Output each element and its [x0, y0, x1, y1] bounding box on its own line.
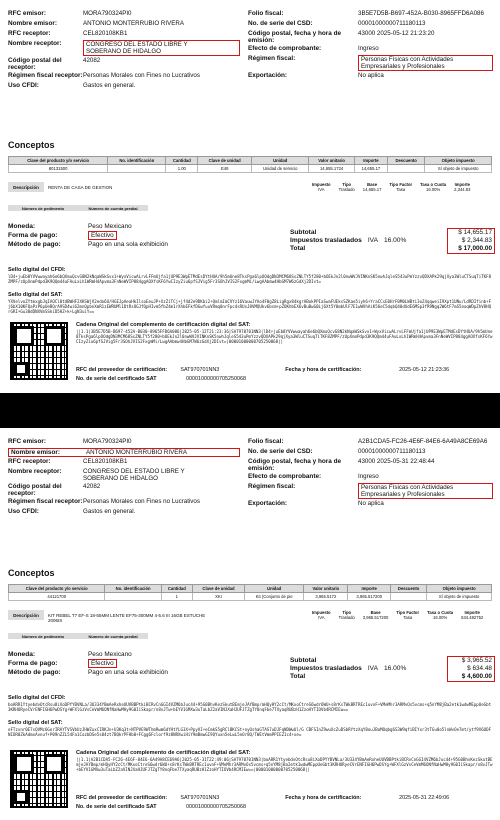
row-rfc-emisor [8, 10, 240, 19]
iva-rate: 16.00% [383, 664, 407, 672]
cadena-original-block [76, 750, 494, 810]
nombre-receptor-label: Nombre receptor: [8, 468, 62, 475]
table-row [9, 593, 492, 601]
tax-col-tasa: Tasa o Cuota [427, 610, 454, 615]
cuenta-predial-label: Número de cuenta predial [88, 206, 138, 211]
col-no-identificacion: No. identificación [105, 585, 161, 593]
table-header-row [9, 157, 492, 165]
pedimento-bar [8, 205, 148, 211]
cert-row-serie [76, 804, 494, 810]
fecha-cert-value: 2025-05-31 22:49:06 [399, 795, 450, 801]
rfc-receptor-label: RFC receptor: [8, 30, 51, 37]
folio-fiscal-label: Folio fiscal: [248, 10, 284, 17]
col-valor-unitario: Valor unitario [309, 157, 355, 165]
row-efecto [248, 45, 493, 54]
row-uso-cfdi [8, 82, 240, 91]
descripcion-label: Descripción [8, 182, 44, 192]
totales-block [290, 228, 495, 254]
cadena-title: Cadena Original del complemento de certificación digital del SAT: [76, 750, 251, 756]
col-unidad: Unidad [245, 585, 304, 593]
row-forma-pago [8, 231, 248, 240]
folio-fiscal-value: 3B5E7D5B-B697-452A-B030-8965FFD6A086 [358, 10, 484, 17]
col-clave-unidad: Clave de unidad [198, 157, 252, 165]
row-codigo-postal [8, 483, 240, 497]
tax-col-importe: Importe [464, 610, 480, 615]
col-no-identificacion: No. identificación [108, 157, 166, 165]
fecha-emision-value: 43000 2025-05-12 21:23:20 [358, 30, 435, 37]
cell-cantidad: 1.00 [166, 165, 198, 173]
regimen-receptor-label: Régimen fiscal receptor: [8, 72, 83, 79]
codigo-postal-label: Código postal del receptor: [8, 483, 62, 497]
invoice-page-2 [0, 428, 500, 820]
folio-fiscal-label: Folio fiscal: [248, 438, 284, 445]
row-regimen-receptor [8, 498, 240, 507]
cell-descuento [387, 165, 424, 173]
col-importe: Importe [348, 585, 391, 593]
tax-col-impuesto: Impuesto [312, 182, 331, 187]
tax-col-factor: Tipo Factor [396, 610, 420, 615]
descripcion-row [8, 182, 492, 204]
uso-cfdi-label: Uso CFDI: [8, 508, 39, 515]
descripcion-row [8, 610, 492, 632]
row-moneda [8, 650, 248, 659]
rfc-receptor-label: RFC receptor: [8, 458, 51, 465]
no-serie-csd-label: No. de serie del CSD: [248, 20, 313, 27]
subtotal-value: $ 14,655.17 [458, 229, 492, 236]
sello-cfdi-value: boARR1YtyebdvOtcRsu8iXoDPYYBVNLa/3U334YBmAeRxheUUVBBPtkiBCRvCnGGI4VZM6bJuc44+95G0BhvKezSkutBEmjeJAYBmp/mHQyHY2cCt/MKxoCtreS6wdr6WU+s8rKsTWkBRTREc1uvnF+VMeMhr3ARMvOs5vcms+q5nYM8jBa2etk1wdwMEppUeGbt3KRHORyeCVrENFIGH6PwDSYg+WFXlGzVsCeVmM6ONfNaHwMHy9G0IiSkapr/n8vJTw+bEYV1GMXw3uTaLbZ2aVINJXaHJUFJTZgTY8nqFbe7TXyaqRUBzH1ZzoHYTIOVb4RCMIEw== [8, 702, 492, 712]
impuestos-label: Impuestos trasladados [290, 664, 362, 672]
codigo-postal-value: 42082 [83, 57, 101, 64]
cell-unidad: Unidad de servicio [252, 165, 309, 173]
tax-col-impuesto: Impuesto [312, 610, 331, 615]
regimen-fiscal-value: Personas Físicas con Actividades Empresariales y Profesionales [358, 55, 493, 71]
row-codigo-postal [8, 57, 240, 71]
row-nombre-receptor [8, 468, 240, 482]
row-uso-cfdi [8, 508, 240, 517]
rfc-proveedor-value: SAT970701NN3 [180, 795, 220, 801]
tax-factor: Tasa [396, 187, 406, 192]
regimen-fiscal-label: Régimen fiscal: [248, 483, 296, 490]
no-serie-sat-value: 00001000000705250068 [186, 376, 246, 382]
totals-amounts-box [447, 228, 495, 254]
pago-block [8, 650, 248, 677]
row-forma-pago [8, 659, 248, 668]
subtotal-label: Subtotal [290, 228, 317, 236]
exportacion-label: Exportación: [248, 72, 288, 79]
qr-corner [14, 790, 28, 804]
row-folio [248, 438, 493, 447]
no-serie-sat-label: No. de serie del certificado SAT [76, 376, 157, 382]
tax-col-tasa: Tasa o Cuota [420, 182, 447, 187]
row-efecto [248, 473, 493, 482]
row-nombre-receptor [8, 40, 240, 56]
uso-cfdi-value: Gastos en general. [83, 508, 136, 515]
sello-cfdi-title: Sello digital del CFDI: [8, 695, 66, 701]
rfc-emisor-label: RFC emisor: [8, 10, 46, 17]
subtotal-label: Subtotal [290, 656, 317, 664]
row-regimen [248, 55, 493, 71]
conceptos-title: Conceptos [8, 568, 55, 578]
no-serie-sat-label: No. de serie del certificado SAT [76, 804, 157, 810]
metodo-pago-label: Método de pago: [8, 669, 61, 676]
impuestos-table [308, 610, 487, 620]
impuestos-label-wrap [290, 237, 410, 244]
nombre-emisor-value: ANTONIO MONTERRUBIO RIVERA [86, 449, 187, 456]
row-csd [248, 20, 493, 29]
cert-row-serie [76, 376, 494, 382]
tax-importe: 2,344.83 [454, 187, 471, 192]
uso-cfdi-label: Uso CFDI: [8, 82, 39, 89]
moneda-value: Peso Mexicano [88, 223, 132, 230]
moneda-label: Moneda: [8, 651, 36, 658]
tax-impuesto: IVA [318, 187, 325, 192]
metodo-pago-value: Pago en una sola exhibición [88, 241, 168, 248]
row-metodo-pago [8, 240, 248, 249]
sello-cfdi-value: lD4+juEb8YVVwwayah6e6bQXmuQcvG8N2kNqaWSkSvx1+WyxVicwALrvLFFmUjfa1jUP9E3WpETMdEsDYtHUA/9h5mUne8TksPga6lpOOdgDN3MCM68SsZNLTY5f280+bOEkJn2l0nwWVJVINKnSK5nwhJqleS543uPmYzzvQDXAPk29qjXya3WluCTSuqTiTKF8ZMPF/zUpXnmPdpd3K9QQm44uFAuLxLh1WRmH4Apvma3FnNeWVIP884ggAOXfsKF6YwCIzyZiu6pfSJVig5Fr3SOhJVIS2FxgmMi/LwgAAbmw4HbGM7W6zGdXj2DIvt= [8, 274, 492, 284]
nombre-emisor-value: ANTONIO MONTERRUBIO RIVERA [83, 20, 184, 27]
col-importe: Importe [354, 157, 387, 165]
forma-pago-label: Forma de pago: [8, 660, 58, 667]
no-serie-csd-value: 00001000000711180113 [358, 448, 426, 455]
moneda-label: Moneda: [8, 223, 36, 230]
invoice-header [8, 10, 492, 120]
conceptos-table [8, 156, 492, 173]
col-objeto: Objeto impuesto [427, 585, 492, 593]
col-cantidad: Cantidad [166, 157, 198, 165]
cell-clave-unidad: E48 [198, 165, 252, 173]
col-descuento: Descuento [387, 157, 424, 165]
regimen-receptor-value: Personas Morales con Fines no Lucrativos [83, 498, 200, 505]
cadena-value: ||1.1|3B5E7D5B-B697-452A-B030-8965FFD6A086|2025-05-12T21:23:36|SAT970701NN3|lD4+juEb8YVVwwayah6e6bQXmuQcvG8N2kNqaWSkSvx1+WyxVicwALrvLFFmUjfa1jUP9E3WpETMdEsDYtHUA/9h5mUne8TksPga6lpOOdgDN3MCM68SsZNLTY5f280+bOEkJn2l0nwWVJVINKnSK5nwhJqleS543uPmYzzvQDXAPk29qjXya3WluCTSuqTiTKF8ZMPF/zUpXnmPdpd3K9QQm44uFAuLxLh1WRmH4Apvma3FnNeWVIP884ggAOXfsKF6YwCIzyZiu6pfSJVig5Fr3SOhJVIS2FxgmMi/LwgAAbmw4HbGM7W6zGdXj2DIvt=|00001000000705250068|| [76, 329, 493, 344]
cell-clave: 44121700 [9, 593, 105, 601]
conceptos-title: Conceptos [8, 140, 55, 150]
tax-col-base: Base [367, 182, 378, 187]
col-objeto: Objeto impuesto [425, 157, 492, 165]
col-cantidad: Cantidad [161, 585, 192, 593]
rfc-emisor-value: MORA790324PI0 [83, 10, 132, 17]
forma-pago-value: Efectivo [88, 659, 117, 668]
row-exportacion [248, 500, 493, 509]
exportacion-value: No aplica [358, 72, 384, 79]
tax-col-tipo: Tipo [342, 182, 352, 187]
col-valor-unitario: Valor unitario [304, 585, 348, 593]
row-fecha [248, 30, 493, 44]
rfc-receptor-value: CEL820108KB1 [83, 30, 128, 37]
nombre-emisor-label: Nombre emisor: [11, 449, 61, 456]
folio-fiscal-value: A2B1CDA5-FC26-4E6F-84E6-6A49A8CE69A6 [358, 438, 488, 445]
table-header-row [9, 585, 492, 593]
qr-code-icon [10, 750, 68, 808]
iva-label: IVA [367, 664, 378, 672]
rfc-receptor-value: CEL820108KB1 [83, 458, 128, 465]
cert-row-proveedor [76, 367, 494, 373]
iva-value: $ 2,344.83 [461, 237, 492, 244]
exportacion-value: No aplica [358, 500, 384, 507]
tax-factor: Tasa [403, 615, 413, 620]
rfc-emisor-label: RFC emisor: [8, 438, 46, 445]
tax-tipo: Traslado [338, 187, 355, 192]
row-metodo-pago [8, 668, 248, 677]
moneda-value: Peso Mexicano [88, 651, 132, 658]
total-value: $ 17,000.00 [458, 245, 492, 252]
table-row [308, 187, 474, 192]
cell-cantidad: 1 [161, 593, 192, 601]
row-nombre-emisor [8, 448, 240, 457]
descripcion-value: RENTA DE CASA DE GESTION [48, 185, 113, 190]
qr-code-icon [10, 322, 68, 380]
rfc-emisor-value: MORA790324PI0 [83, 438, 132, 445]
regimen-receptor-label: Régimen fiscal receptor: [8, 498, 83, 505]
fecha-cert-label: Fecha y hora de certificación: [285, 795, 362, 801]
sello-sat-value: YXVelvoZYtmxgbJqIAOCl0tdBWHF2XKSWjV2edo6U/HGEJpAeaHkIlsoEeuJP+XzZiTCj+jf4d2e9DKbi2+QmlmImCVYz16VauwJYAo4F0gZ8LigRgx84kgrABokPPIaSwaFUEksSZKae5iyh6+YraCCsE0HrF0M0LWBti3oZ4qqweiI9Xpt1UNu/LdRDIfinb+Fj6bX10KFQaPzP6pUeBQrA9SD4wi62mnQpbnXmR1zEWRUMl1DtRsOGJfQpHIvm5fbZ4m1rXhbEFkfDGwfuuVRmq0nrFpc4sRUsJ8VMQUkv6bsm+pZOKhbEX6vBuBwG0Lj6Xt5Y0mbUlF7E1wWVhAiK56eC5dqbQ40dXdE6MSp3fR9Ngq2W6tF7mS5eoqWDpZhV8HQrGRI+Gu30dDNXVmSSkiD5HZ+k+LgN3uiY== [8, 299, 492, 314]
col-clave: Clave del producto y/o servicio [9, 157, 108, 165]
iva-label: IVA [367, 236, 378, 244]
nombre-emisor-label: Nombre emisor: [8, 20, 58, 27]
row-moneda [8, 222, 248, 231]
nombre-receptor-value: CONGRESO DEL ESTADO LIBRE Y SOBERANO DE HIDALGO [83, 468, 185, 482]
invoice-page-1 [0, 0, 500, 393]
totales-block [290, 656, 495, 682]
tax-tipo: Traslado [338, 615, 355, 620]
col-clave-unidad: Clave de unidad [192, 585, 244, 593]
emisor-receptor-block [8, 438, 240, 518]
descripcion-label: Descripción [8, 610, 44, 620]
no-serie-csd-label: No. de serie del CSD: [248, 448, 313, 455]
regimen-receptor-value: Personas Morales con Fines no Lucrativos [83, 72, 200, 79]
efecto-value: Ingreso [358, 473, 379, 480]
total-label: Total [290, 672, 306, 680]
totals-amounts-box [447, 656, 495, 682]
impuestos-label: Impuestos trasladados [290, 236, 362, 244]
cadena-value: ||1.1|A2B1CDA5-FC26-4E6F-84E6-6A49A8CE69A6|2025-05-31T22:49:06|SAT970701NN3|boARR1YtyebdvOtcRsu8iXoDPYYBVNLa/3U334YBmAeRxheUUVBBPtkiBCRvCnGGI4VZM6bJuc44+95G0BhvKezSkutBEmjeJAYBmp/mHQyHY2cCt/MKxoCtreS6wdr6WU+s8rKsTWkBRTREc1uvnF+VMeMhr3ARMvOs5vcms+q5nYM8jBa2etk1wdwMEppUeGbt3KRHORyeCVrENFIGH6PwDSYg+WFXlGzVsCeVmM6ONfNaHwMHy9G0IiSkapr/n8vJTw+bEYV1GMXw3uTaLbZ2aVINJXaHJUFJTZgTY8nqFbe7TXyaqRUBzH1ZzoHYTIOVb4RCMIEw==|00001000000705250068|| [76, 757, 493, 772]
no-serie-sat-value: 00001000000705250068 [186, 804, 246, 810]
table-row [9, 165, 492, 173]
pago-block [8, 222, 248, 249]
tax-col-importe: Importe [454, 182, 470, 187]
iva-value: $ 634.48 [467, 665, 492, 672]
folio-block [248, 10, 493, 82]
tax-col-base: Base [370, 610, 381, 615]
col-clave: Clave del producto y/o servicio [9, 585, 105, 593]
cell-objeto: Sí objeto de impuesto [427, 593, 492, 601]
cell-clave: 80131500 [9, 165, 108, 173]
row-exportacion [248, 72, 493, 81]
cell-no-identificacion [105, 593, 161, 601]
tax-importe: 634.482752 [461, 615, 484, 620]
no-serie-csd-value: 00001000000711180113 [358, 20, 426, 27]
row-rfc-receptor [8, 458, 240, 467]
total-label: Total [290, 244, 306, 252]
row-regimen [248, 483, 493, 499]
nombre-receptor-value: CONGRESO DEL ESTADO LIBRE Y SOBERANO DE HIDALGO [83, 40, 240, 56]
exportacion-label: Exportación: [248, 500, 288, 507]
pedimento-bar [8, 633, 148, 639]
folio-block [248, 438, 493, 510]
col-descuento: Descuento [390, 585, 426, 593]
row-fecha [248, 458, 493, 472]
sello-cfdi-title: Sello digital del CFDI: [8, 267, 66, 273]
cadena-title: Cadena Original del complemento de certificación digital del SAT: [76, 322, 251, 328]
efecto-label: Efecto de comprobante: [248, 45, 322, 52]
codigo-postal-label: Código postal del receptor: [8, 57, 62, 71]
fecha-cert-value: 2025-05-12 21:23:36 [399, 367, 450, 373]
row-regimen-receptor [8, 72, 240, 81]
impuestos-label-wrap [290, 665, 410, 672]
cell-objeto: Sí objeto de impuesto [425, 165, 492, 173]
emisor-receptor-block [8, 10, 240, 92]
row-rfc-emisor [8, 438, 240, 447]
cert-row-proveedor [76, 795, 494, 801]
row-folio [248, 10, 493, 19]
fecha-emision-value: 43000 2025-05-31 22:48:44 [358, 458, 435, 465]
cuenta-predial-label: Número de cuenta predial [88, 634, 138, 639]
cadena-original-block [76, 322, 494, 382]
metodo-pago-label: Método de pago: [8, 241, 61, 248]
cell-valor-unitario: 14,655.1724 [309, 165, 355, 173]
page-separator [0, 393, 500, 428]
cell-importe: 14,655.17 [354, 165, 387, 173]
fecha-cert-label: Fecha y hora de certificación: [285, 367, 362, 373]
tax-tasa: 16.00% [426, 187, 441, 192]
efecto-label: Efecto de comprobante: [248, 473, 322, 480]
sello-sat-title: Sello digital del SAT: [8, 292, 63, 298]
forma-pago-label: Forma de pago: [8, 232, 58, 239]
cell-unidad: Kit (Conjunto de pie [245, 593, 304, 601]
total-value: $ 4,600.00 [461, 673, 492, 680]
cell-importe: 3,965.517200 [348, 593, 391, 601]
row-nombre-emisor [8, 20, 240, 29]
col-unidad: Unidad [252, 157, 309, 165]
cell-clave-unidad: XKI [192, 593, 244, 601]
invoice-header [8, 438, 492, 548]
nombre-receptor-label: Nombre receptor: [8, 40, 62, 47]
tax-col-factor: Tipo Factor [389, 182, 413, 187]
cell-descuento [390, 593, 426, 601]
forma-pago-value: Efectivo [88, 231, 117, 240]
sello-sat-value: eFTzvnr0E7sQVMc6GorIRAYTVSVbUzJHWZuxCIRKJn+U3Kq3t+NTPVE9WThmRwm6dYHtYLG3X+PpyVI+eCmkS5gRClBKCSt+nyOshaGTAS7uDJFqNDWwUl/G CBFSInZ9wuXcZuDSbRYtzXqY8ouJBoMOqbg6S3W9qfiBIYxr3tTGu0o5lnWvOe7mt/ytf9X6UDFNIOR0ZkAdmxAvnuf+P09nZZL54Fa1CozbDSe5s04zt7BQkrPFHb0+FCgg6Fclorf9z8NRXwiHiY9mBmwGI9QYuxn5eLwL5nOr8Q/TWEtVmmPPIEZ1c4+xe= [8, 727, 492, 737]
tax-base: 14,655.17 [362, 187, 382, 192]
descripcion-value: KIT REBEL T7 EF-S 18-55MM LENTE EF75-300MM 4-5.6 III 16GB ESTUCHE 2006IS [48, 613, 206, 623]
pedimento-label: Número de pedimento [21, 206, 65, 211]
tax-col-tipo: Tipo [342, 610, 352, 615]
tax-tasa: 16.00% [433, 615, 448, 620]
impuestos-table [308, 182, 474, 192]
metodo-pago-value: Pago en una sola exhibición [88, 669, 168, 676]
tax-base: 3,965.517200 [362, 615, 389, 620]
conceptos-table [8, 584, 492, 601]
pedimento-label: Número de pedimento [21, 634, 65, 639]
efecto-value: Ingreso [358, 45, 379, 52]
rfc-proveedor-value: SAT970701NN3 [180, 367, 220, 373]
subtotal-value: $ 3,965.52 [461, 657, 492, 664]
rfc-proveedor-label: RFC del proveedor de certificación: [76, 795, 168, 801]
iva-rate: 16.00% [383, 236, 407, 244]
rfc-proveedor-label: RFC del proveedor de certificación: [76, 367, 168, 373]
fecha-emision-label: Código postal, fecha y hora de emisión: [248, 30, 342, 44]
table-row [308, 615, 487, 620]
codigo-postal-value: 42082 [83, 483, 101, 490]
sello-sat-title: Sello digital del SAT: [8, 720, 63, 726]
fecha-emision-label: Código postal, fecha y hora de emisión: [248, 458, 342, 472]
row-csd [248, 448, 493, 457]
regimen-fiscal-label: Régimen fiscal: [248, 55, 296, 62]
row-rfc-receptor [8, 30, 240, 39]
qr-corner [14, 362, 28, 376]
cell-valor-unitario: 3,965.5172 [304, 593, 348, 601]
uso-cfdi-value: Gastos en general. [83, 82, 136, 89]
cell-no-identificacion [108, 165, 166, 173]
regimen-fiscal-value: Personas Físicas con Actividades Empresariales y Profesionales [358, 483, 493, 499]
tax-impuesto: IVA [318, 615, 325, 620]
